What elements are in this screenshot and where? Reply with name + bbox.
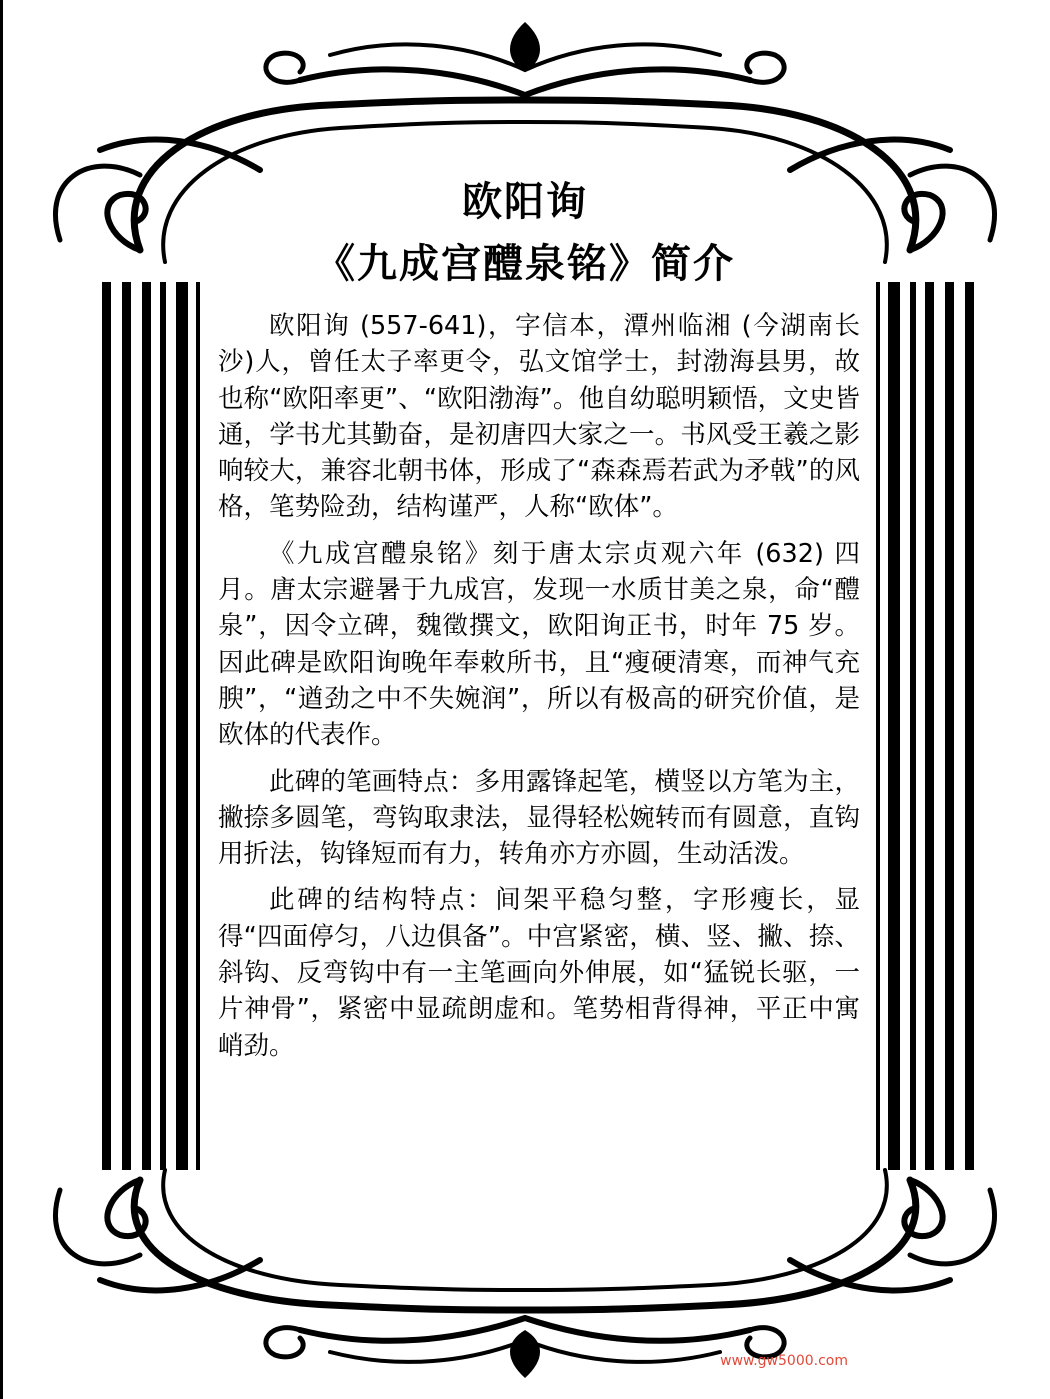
bottom-center-leaf: [510, 1330, 540, 1378]
right-column-bars: [876, 282, 974, 1170]
top-scroll-ornament: [55, 44, 994, 262]
paragraph-stele-history: 《九成宫醴泉铭》刻于唐太宗贞观六年 (632) 四月。唐太宗避暑于九成宫，发现一水质甘美之泉，命“醴泉”，因令立碑，魏徵撰文，欧阳询正书，时年 75 岁。因此碑是欧阳询晚年奉敕所书，且“瘦硬清寒，而神气充腴”，“遒劲之中不失婉润”，所以有极高的研究价值，是欧体的代表作。: [218, 538, 860, 751]
paragraph-biography: 欧阳询 (557-641)，字信本，潭州临湘 (今湖南长沙)人，曾任太子率更令，弘文馆学士，封渤海县男，故也称“欧阳率更”、“欧阳渤海”。他自幼聪明颖悟，文史皆通，学书尤其勤奋，是初唐四大家之一。书风受王羲之影响较大，兼容北朝书体，形成了“森森焉若武为矛戟”的风格，笔势险劲，结构谨严，人称“欧体”。: [218, 311, 860, 523]
left-column-bars: [102, 282, 200, 1170]
paragraph-structure-features: 此碑的结构特点：间架平稳匀整，字形瘦长，显得“四面停匀，八边俱备”。中宫紧密，横、竖、撇、捺、斜钩、反弯钩中有一主笔画向外伸展，如“猛锐长驱，一片神骨”，紧密中显疏朗虚和。笔势相背得神，平正中寓峭劲。: [218, 885, 860, 1061]
title-author: 欧阳询: [462, 178, 588, 225]
intro-body: [218, 308, 860, 1074]
title-work: 《九成宫醴泉铭》简介: [315, 240, 735, 287]
paragraph-stroke-features: 此碑的笔画特点：多用露锋起笔，横竖以方笔为主，撇捺多圆笔，弯钩取隶法，显得轻松婉转而有圆意，直钩用折法，钩锋短而有力，转角亦方亦圆，生动活泼。: [218, 766, 860, 870]
watermark-url: www.gw5000.com: [720, 1353, 848, 1369]
